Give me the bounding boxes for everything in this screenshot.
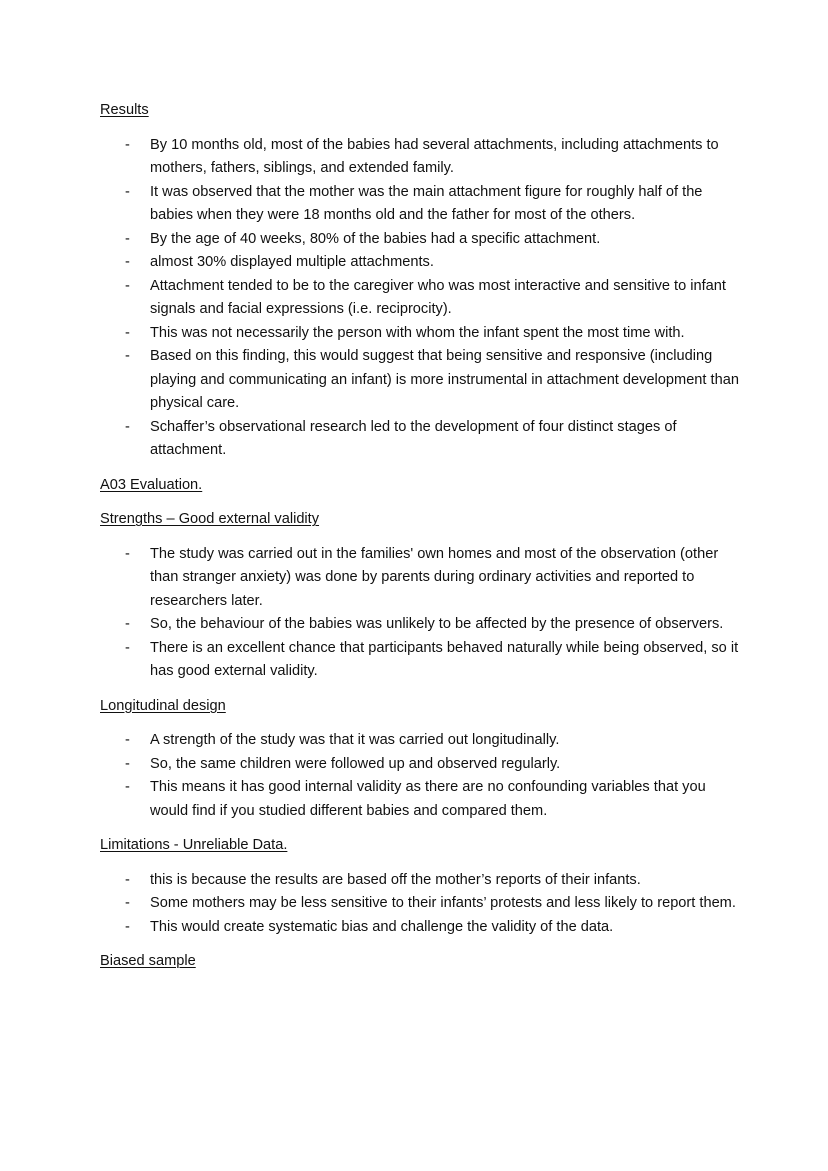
list-item: - It was observed that the mother was the main attachment figure for roughly half of the babies when they were 18 months old and the father for most of the others.	[100, 181, 740, 228]
heading-results: Results	[100, 102, 149, 118]
list-item: - This means it has good internal validity as there are no confounding variables that you would find if you studied different babies and compared them.	[100, 776, 740, 823]
list-item: - So, the same children were followed up and observed regularly.	[100, 753, 740, 777]
longitudinal-list	[100, 729, 740, 823]
list-item: - Based on this finding, this would suggest that being sensitive and responsive (including playing and communicating an infant) is more instrumental in attachment development than physical care.	[100, 345, 740, 416]
list-item: - This would create systematic bias and challenge the validity of the data.	[100, 916, 740, 940]
list-item: - this is because the results are based off the mother’s reports of their infants.	[100, 869, 740, 893]
limitations-list	[100, 869, 740, 940]
results-list	[100, 134, 740, 463]
list-item: - By 10 months old, most of the babies had several attachments, including attachments to mothers, fathers, siblings, and extended family.	[100, 134, 740, 181]
list-item: - Attachment tended to be to the caregiver who was most interactive and sensitive to infant signals and facial expressions (i.e. reciprocity).	[100, 275, 740, 322]
heading-biased-sample: Biased sample	[100, 953, 196, 969]
list-item: - Schaffer’s observational research led to the development of four distinct stages of attachment.	[100, 416, 740, 463]
heading-a03-evaluation: A03 Evaluation.	[100, 476, 203, 493]
heading-limitations: Limitations - Unreliable Data.	[100, 837, 288, 853]
list-item: - There is an excellent chance that participants behaved naturally while being observed, so it has good external validity.	[100, 637, 740, 684]
strengths-list	[100, 543, 740, 684]
list-item: - almost 30% displayed multiple attachments.	[100, 251, 740, 275]
list-item: - The study was carried out in the families' own homes and most of the observation (other than stranger anxiety) was done by parents during ordinary activities and reported to researchers later.	[100, 543, 740, 614]
list-item: - A strength of the study was that it was carried out longitudinally.	[100, 729, 740, 753]
heading-longitudinal-design: Longitudinal design	[100, 697, 226, 714]
list-item: - By the age of 40 weeks, 80% of the babies had a specific attachment.	[100, 228, 740, 252]
heading-strengths: Strengths – Good external validity	[100, 511, 320, 527]
list-item: - Some mothers may be less sensitive to their infants’ protests and less likely to report them.	[100, 892, 740, 916]
list-item: - This was not necessarily the person with whom the infant spent the most time with.	[100, 322, 740, 346]
list-item: - So, the behaviour of the babies was unlikely to be affected by the presence of observers.	[100, 613, 740, 637]
document-body	[100, 99, 740, 974]
